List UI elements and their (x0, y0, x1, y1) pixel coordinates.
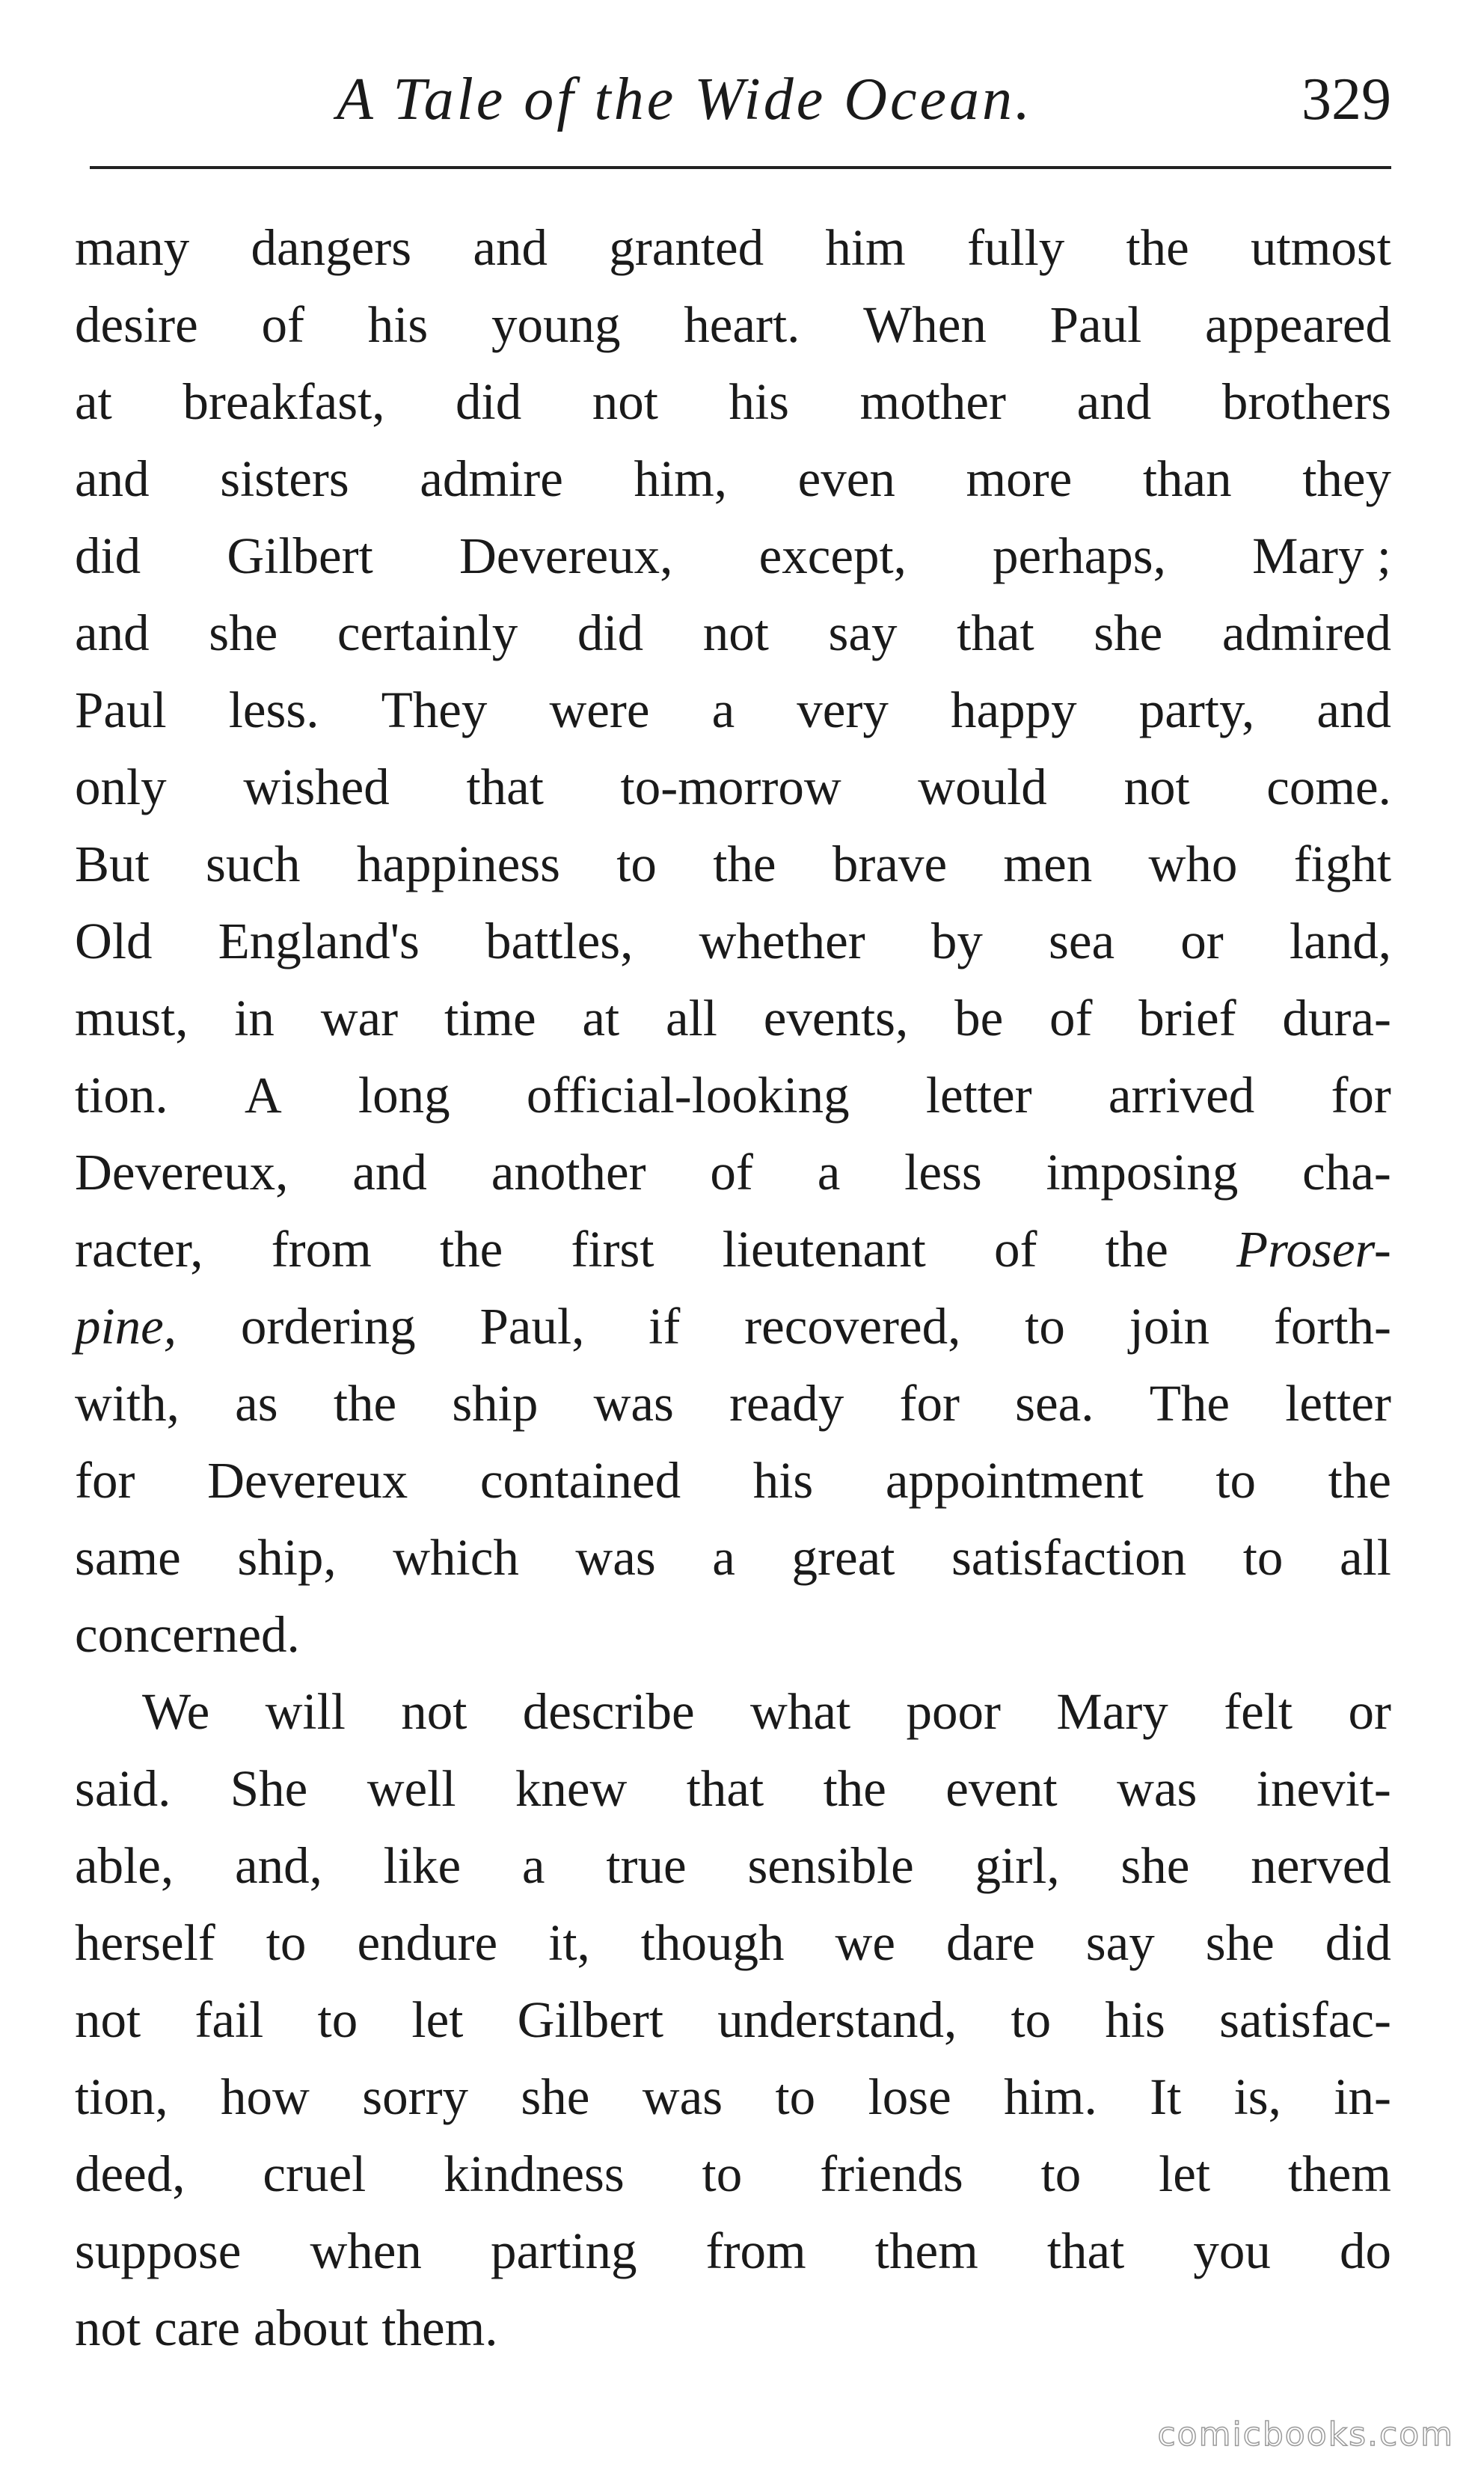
text-word: the (439, 1221, 503, 1278)
text-word: Old (75, 913, 153, 969)
text-word: the (1105, 1221, 1168, 1278)
text-line (75, 518, 1391, 595)
text-line (75, 826, 1391, 903)
text-word: for (75, 1452, 135, 1509)
text-word: be (954, 990, 1004, 1047)
text-word: from (271, 1221, 372, 1278)
text-word: poor (906, 1683, 1001, 1740)
text-word: more (966, 450, 1073, 507)
text-line (75, 1827, 1391, 1905)
text-word: happy (950, 681, 1077, 738)
text-word: not (75, 2299, 141, 2356)
text-word: she (1120, 1837, 1190, 1894)
text-word: to (266, 1914, 307, 1971)
page-number: 329 (1301, 67, 1391, 132)
text-word: his (729, 373, 790, 430)
text-word: felt (1224, 1683, 1293, 1740)
text-line (75, 441, 1391, 518)
text-line (75, 1982, 1391, 2059)
text-word: She (230, 1760, 308, 1817)
text-word: satisfac- (1219, 1991, 1391, 2048)
text-word: Gilbert (227, 527, 373, 584)
text-word: imposing (1046, 1144, 1239, 1201)
text-word: such (206, 836, 301, 892)
text-word: appeared (1205, 296, 1391, 353)
text-word: that (466, 759, 544, 815)
text-word: admired (1221, 604, 1391, 661)
text-word: concerned. (75, 1606, 300, 1663)
text-word: she (521, 2068, 590, 2125)
text-word: cha- (1302, 1144, 1391, 1201)
text-word: said. (75, 1760, 171, 1817)
text-word: men (1003, 836, 1093, 892)
body-text (75, 209, 1391, 2367)
text-line (75, 595, 1391, 672)
text-word: like (383, 1837, 462, 1894)
text-word: fight (1293, 836, 1391, 892)
text-word: that (957, 604, 1034, 661)
text-line (75, 1365, 1391, 1442)
text-word: at (75, 373, 112, 430)
text-word: of (1049, 990, 1093, 1047)
text-word: wished (243, 759, 390, 815)
text-word: and (352, 1144, 427, 1201)
text-word: she (209, 604, 278, 661)
text-word: we (835, 1914, 895, 1971)
text-word: whether (699, 913, 865, 969)
text-line (75, 1211, 1391, 1288)
text-word: herself (75, 1914, 215, 1971)
text-word: for (1331, 1067, 1391, 1124)
text-line (75, 749, 1391, 826)
text-word: They (381, 681, 488, 738)
text-word: join (1129, 1298, 1209, 1355)
text-word: to (1242, 1529, 1284, 1586)
text-word: a (521, 1837, 545, 1894)
text-line (75, 1442, 1391, 1519)
text-word: is, (1233, 2068, 1281, 2125)
text-word: sea. (1015, 1375, 1094, 1432)
text-word: Paul, (479, 1298, 585, 1355)
text-word: girl, (975, 1837, 1060, 1894)
text-word: desire (75, 296, 198, 353)
text-word: recovered, (744, 1298, 961, 1355)
text-word: the (823, 1760, 886, 1817)
text-word: young (491, 296, 621, 353)
text-word: or (1180, 913, 1224, 969)
text-line (75, 1519, 1391, 1596)
text-word: from (705, 2222, 806, 2279)
text-word: with, (75, 1375, 180, 1432)
text-word: that (1046, 2222, 1125, 2279)
text-line (75, 1134, 1391, 1211)
text-word: for (899, 1375, 960, 1432)
text-word: when (310, 2222, 422, 2279)
text-word: fail (194, 1991, 264, 2048)
text-word: dangers (251, 219, 412, 276)
text-word: in- (1334, 2068, 1391, 2125)
text-word: except, (758, 527, 907, 584)
text-word: did (456, 373, 522, 430)
text-word: letter (1285, 1375, 1391, 1432)
text-word: event (945, 1760, 1058, 1817)
text-word: to (1215, 1452, 1257, 1509)
text-word: true (606, 1837, 687, 1894)
text-word: official-looking (526, 1067, 850, 1124)
text-word: to (775, 2068, 816, 2125)
text-line (75, 2059, 1391, 2136)
text-word: him (825, 219, 906, 276)
text-word: care (154, 2299, 241, 2356)
text-word: to (616, 836, 657, 892)
text-line (75, 2290, 1391, 2367)
text-line (75, 287, 1391, 364)
text-word: it, (548, 1914, 590, 1971)
text-word: Gilbert (517, 1991, 664, 2048)
text-word: his (1105, 1991, 1165, 2048)
text-word: sea (1049, 913, 1115, 969)
text-word: the (333, 1375, 397, 1432)
text-word: him, (634, 450, 728, 507)
text-word: and (1076, 373, 1152, 430)
text-line (75, 1750, 1391, 1827)
text-word: war (320, 990, 399, 1047)
text-word: must, (75, 990, 188, 1047)
text-word: if (649, 1298, 681, 1355)
text-word: England's (218, 913, 420, 969)
text-word: was (593, 1375, 674, 1432)
text-line (75, 903, 1391, 980)
text-word: come. (1266, 759, 1391, 815)
text-word: the (1328, 1452, 1391, 1509)
text-word: pine, (75, 1298, 177, 1355)
text-word: Devereux, (459, 527, 673, 584)
text-word: satisfaction (951, 1529, 1187, 1586)
text-word: nerved (1251, 1837, 1391, 1894)
text-word: breakfast, (183, 373, 385, 430)
text-line (75, 1057, 1391, 1134)
text-word: granted (609, 219, 764, 276)
text-word: tion. (75, 1067, 168, 1124)
text-word: But (75, 836, 150, 892)
text-word: to-morrow (620, 759, 841, 815)
text-word: happiness (356, 836, 560, 892)
text-word: about (254, 2299, 369, 2356)
text-word: him. (1004, 2068, 1097, 2125)
text-word: say (1085, 1914, 1155, 1971)
text-word: ready (729, 1375, 844, 1432)
text-word: how (220, 2068, 310, 2125)
text-word: a (711, 681, 735, 738)
text-word: not (75, 1991, 141, 2048)
text-word: Devereux (207, 1452, 408, 1509)
text-word: perhaps, (993, 527, 1166, 584)
text-word: racter, (75, 1221, 203, 1278)
header-rule (90, 166, 1391, 169)
text-word: of (261, 296, 304, 353)
text-word: who (1148, 836, 1238, 892)
text-word: in (234, 990, 275, 1047)
text-word: less. (228, 681, 319, 738)
text-word: party, (1138, 681, 1255, 738)
text-word: contained (479, 1452, 681, 1509)
text-word: not (1123, 759, 1190, 815)
text-word: Proser- (1236, 1221, 1391, 1278)
running-head (90, 66, 1391, 156)
text-word: you (1193, 2222, 1271, 2279)
text-word: Mary (1056, 1683, 1168, 1740)
text-word: to (1025, 1298, 1065, 1355)
text-word: sisters (220, 450, 349, 507)
text-word: of (993, 1221, 1037, 1278)
text-word: The (1149, 1375, 1230, 1432)
text-word: events, (763, 990, 909, 1047)
text-word: letter (925, 1067, 1032, 1124)
text-word: of (710, 1144, 753, 1201)
text-line (75, 672, 1391, 749)
text-word: tion, (75, 2068, 168, 2125)
text-word: admire (420, 450, 563, 507)
text-word: did (1325, 1914, 1391, 1971)
text-word: by (930, 913, 983, 969)
text-word: A (244, 1067, 282, 1124)
text-line (75, 209, 1391, 287)
text-word: them. (381, 2299, 498, 2356)
watermark: comicbooks.com (1157, 2415, 1454, 2454)
text-word: utmost (1251, 219, 1391, 276)
text-word: that (686, 1760, 764, 1817)
text-word: at (582, 990, 620, 1047)
text-word: mother (859, 373, 1007, 430)
text-word: kindness (444, 2145, 625, 2202)
text-word: did (577, 604, 644, 661)
text-word: the (1126, 219, 1189, 276)
text-word: a (817, 1144, 841, 1201)
text-word: well (367, 1760, 456, 1817)
text-word: them (874, 2222, 978, 2279)
text-word: do (1340, 2222, 1391, 2279)
text-word: lose (868, 2068, 951, 2125)
text-word: cruel (263, 2145, 367, 2202)
text-word: dura- (1282, 990, 1391, 1047)
text-word: heart. (684, 296, 800, 353)
text-word: to (1040, 2145, 1082, 2202)
text-line (75, 2136, 1391, 2213)
text-word: was (642, 2068, 723, 2125)
text-word: which (393, 1529, 519, 1586)
text-word: ship (452, 1375, 539, 1432)
text-word: as (235, 1375, 278, 1432)
text-word: all (665, 990, 717, 1047)
text-word: We (142, 1683, 210, 1740)
text-word: very (797, 681, 889, 738)
text-word: understand, (717, 1991, 957, 2048)
text-word: It (1150, 2068, 1182, 2125)
text-word: and, (234, 1837, 322, 1894)
text-word: time (444, 990, 536, 1047)
text-word: sorry (362, 2068, 469, 2125)
text-word: brave (832, 836, 948, 892)
text-word: were (549, 681, 650, 738)
text-word: first (571, 1221, 654, 1278)
text-word: brief (1138, 990, 1236, 1047)
text-word: them (1287, 2145, 1391, 2202)
text-word: will (265, 1683, 346, 1740)
text-word: even (797, 450, 895, 507)
text-word: arrived (1108, 1067, 1255, 1124)
text-word: say (828, 604, 898, 661)
text-word: knew (515, 1760, 628, 1817)
text-word: fully (966, 219, 1065, 276)
text-word: ordering (240, 1298, 416, 1355)
text-word: they (1302, 450, 1391, 507)
text-word: brothers (1221, 373, 1391, 430)
text-word: and (75, 604, 150, 661)
text-word: endure (357, 1914, 498, 1971)
text-word: suppose (75, 2222, 242, 2279)
text-word: would (918, 759, 1047, 815)
text-word: was (575, 1529, 656, 1586)
text-word: to (702, 2145, 743, 2202)
text-word: less (904, 1144, 982, 1201)
text-word: though (640, 1914, 785, 1971)
text-word: let (411, 1991, 464, 2048)
text-word: another (491, 1144, 646, 1201)
text-word: Devereux, (75, 1144, 289, 1201)
text-word: forth- (1273, 1298, 1391, 1355)
text-line (75, 2213, 1391, 2290)
text-word: a (712, 1529, 735, 1586)
text-word: not (592, 373, 658, 430)
text-word: his (752, 1452, 814, 1509)
text-word: not (702, 604, 769, 661)
text-word: all (1339, 1529, 1391, 1586)
text-word: ship, (237, 1529, 337, 1586)
text-word: land, (1289, 913, 1391, 969)
text-word: not (401, 1683, 467, 1740)
text-word: to (1011, 1991, 1052, 2048)
text-word: able, (75, 1837, 174, 1894)
text-word: dare (945, 1914, 1035, 1971)
text-word: she (1094, 604, 1163, 661)
text-word: describe (522, 1683, 695, 1740)
text-word: When (863, 296, 987, 353)
running-title: A Tale of the Wide Ocean. (337, 67, 1034, 132)
text-word: inevit- (1256, 1760, 1391, 1817)
text-word: lieutenant (722, 1221, 926, 1278)
text-word: battles, (485, 913, 634, 969)
text-word: same (75, 1529, 181, 1586)
text-word: Paul (75, 681, 167, 738)
text-line (75, 364, 1391, 441)
text-word: what (750, 1683, 851, 1740)
text-word: Paul (1049, 296, 1142, 353)
text-line (75, 1905, 1391, 1982)
text-line (75, 1673, 1391, 1750)
text-word: appointment (885, 1452, 1144, 1509)
text-word: to (317, 1991, 358, 2048)
text-word: his (367, 296, 429, 353)
text-word: and (473, 219, 548, 276)
text-word: she (1205, 1914, 1275, 1971)
text-word: did (75, 527, 141, 584)
text-word: long (358, 1067, 450, 1124)
text-line (75, 980, 1391, 1057)
text-word: or (1348, 1683, 1391, 1740)
text-word: friends (820, 2145, 963, 2202)
text-line (75, 1288, 1391, 1365)
text-word: only (75, 759, 167, 815)
text-word: deed, (75, 2145, 186, 2202)
text-word: and (75, 450, 150, 507)
text-word: sensible (747, 1837, 914, 1894)
text-word: many (75, 219, 190, 276)
text-word: let (1159, 2145, 1211, 2202)
text-word: certainly (337, 604, 518, 661)
text-word: Mary ; (1252, 527, 1391, 584)
text-word: parting (491, 2222, 637, 2279)
text-line (75, 1596, 1391, 1673)
text-word: was (1117, 1760, 1198, 1817)
text-word: great (791, 1529, 895, 1586)
text-word: the (713, 836, 776, 892)
text-word: and (1316, 681, 1391, 738)
text-word: than (1142, 450, 1232, 507)
